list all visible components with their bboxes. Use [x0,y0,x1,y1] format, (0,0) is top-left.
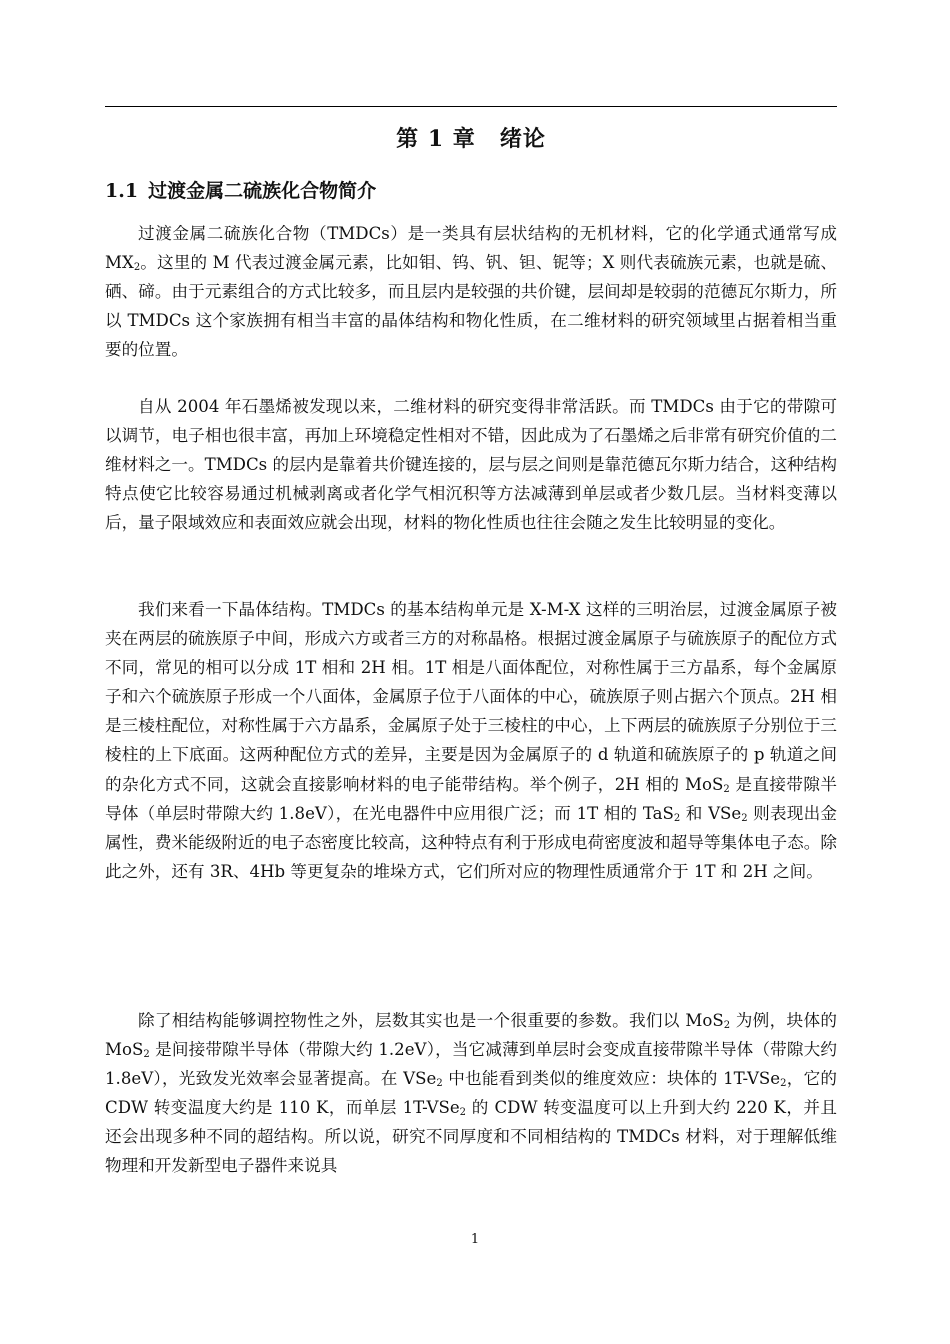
text-run: 自从 2004 年石墨烯被发现以来，二维材料的研究变得非常活跃。而 TMDCs 由于它的带隙可以调节，电子相也很丰富，再加上环境稳定性相对不错，因此成为了石墨烯之后非常有研究价值的二维材料之一。TMDCs 的层内是靠着共价键连接的，层与层之间则是靠范德瓦尔斯力结合，这种结构特点使它比较容易通过机械剥离或者化学气相沉积等方法减薄到单层或者少数几层。当材料变薄以后，量子限域效应和表面效应就会出现，材料的物化性质也往往会随之发生比较明显的变化。 [105,397,837,533]
subscript: 2 [780,1078,787,1090]
subscript: 2 [673,812,681,824]
section-title: 过渡金属二硫族化合物简介 [148,180,377,202]
text-run: 为例，块体的 MoS [105,1011,838,1060]
text-run: 是直接带隙半导体（单层时带隙大约 1.8eV），在光电器件中应用很广泛；而 1T 相的 TaS [105,774,837,823]
text-run: ，它的 CDW 转变温度大约是 110 K，而单层 1T-VSe [105,1069,838,1118]
section-number: 1.1 [105,180,139,202]
page-number: 1 [470,1232,480,1247]
chapter-number: 第 1 章 [396,126,476,152]
text-run: 我们来看一下晶体结构。TMDCs 的基本结构单元是 X-M-X 这样的三明治层，过渡金属原子被夹在两层的硫族原子中间，形成六方或者三方的对称晶格。根据过渡金属原子与硫族原子的配位方式不同，常见的相可以分成 1T 相和 2H 相。1T 相是八面体配位，对称性属于三方晶系，每个金属原子和六个硫族原子形成一个八面体，金属原子位于八面体的中心，硫族原子则占据六个顶点。2H 相是三棱柱配位，对称性属于六方晶系，金属原子处于三棱柱的中心，上下两层的硫族原子分别位于三棱柱的上下底面。这两种配位方式的差异，主要是因为金属原子的 d 轨道和硫族原子的 p 轨道之间的杂化方式不同，这就会直接影响材料的电子能带结构。举个例子，2H 相的 MoS [105,600,837,794]
text-run: 的 CDW 转变温度可以上升到大约 220 K，并且还会出现多种不同的超结构。所以说，研究不同厚度和不同相结构的 TMDCs 材料，对于理解低维物理和开发新型电子器件来说具 [105,1098,838,1176]
text-run: 。这里的 M 代表过渡金属元素，比如钼、钨、钒、钽、铌等；X 则代表硫族元素，也就是硫、硒、碲。由于元素组合的方式比较多，而且层内是较强的共价键，层间却是较弱的范德瓦尔斯力，所以 TMDCs 这个家族拥有相当丰富的晶体结构和物化性质，在二维材料的研究领域里占据着相当重要的位置。 [105,253,837,360]
subscript: 2 [143,1049,150,1061]
text-run: 过渡金属二硫族化合物（TMDCs）是一类具有层状结构的无机材料，它的化学通式通常写成 MX [105,224,837,273]
subscript: 2 [741,812,748,824]
text-run: 则表现出金属性，费米能级附近的电子态密度比较高，这种特点有利于形成电荷密度波和超导等集体电子态。除此之外，还有 3R、4Hb 等更复杂的堆垛方式，它们所对应的物理性质通常介于 1T 和 2H 之间。 [105,803,837,881]
subscript: 2 [133,262,141,274]
paragraph-2 [105,392,837,537]
paragraph-1 [105,219,837,364]
chapter-title: 绪论 [499,126,546,152]
text-run: 是间接带隙半导体（带隙大约 1.2eV），当它减薄到单层时会变成直接带隙半导体（带隙大约 1.8eV），光致发光效率会显著提高。在 VSe [105,1040,837,1089]
subscript: 2 [436,1078,443,1090]
paragraph-4 [105,1006,837,1181]
text-run: 除了相结构能够调控物性之外，层数其实也是一个很重要的参数。我们以 MoS [138,1011,724,1030]
text-run: 中也能看到类似的维度效应：块体的 1T-VSe [442,1069,781,1089]
subscript: 2 [459,1107,467,1119]
section-heading [105,176,837,203]
text-run: 和 VSe [680,803,742,823]
subscript: 2 [723,1020,731,1031]
subscript: 2 [723,783,730,795]
chapter-heading [105,122,837,153]
paragraph-3 [105,595,837,886]
header-rule [105,106,837,107]
